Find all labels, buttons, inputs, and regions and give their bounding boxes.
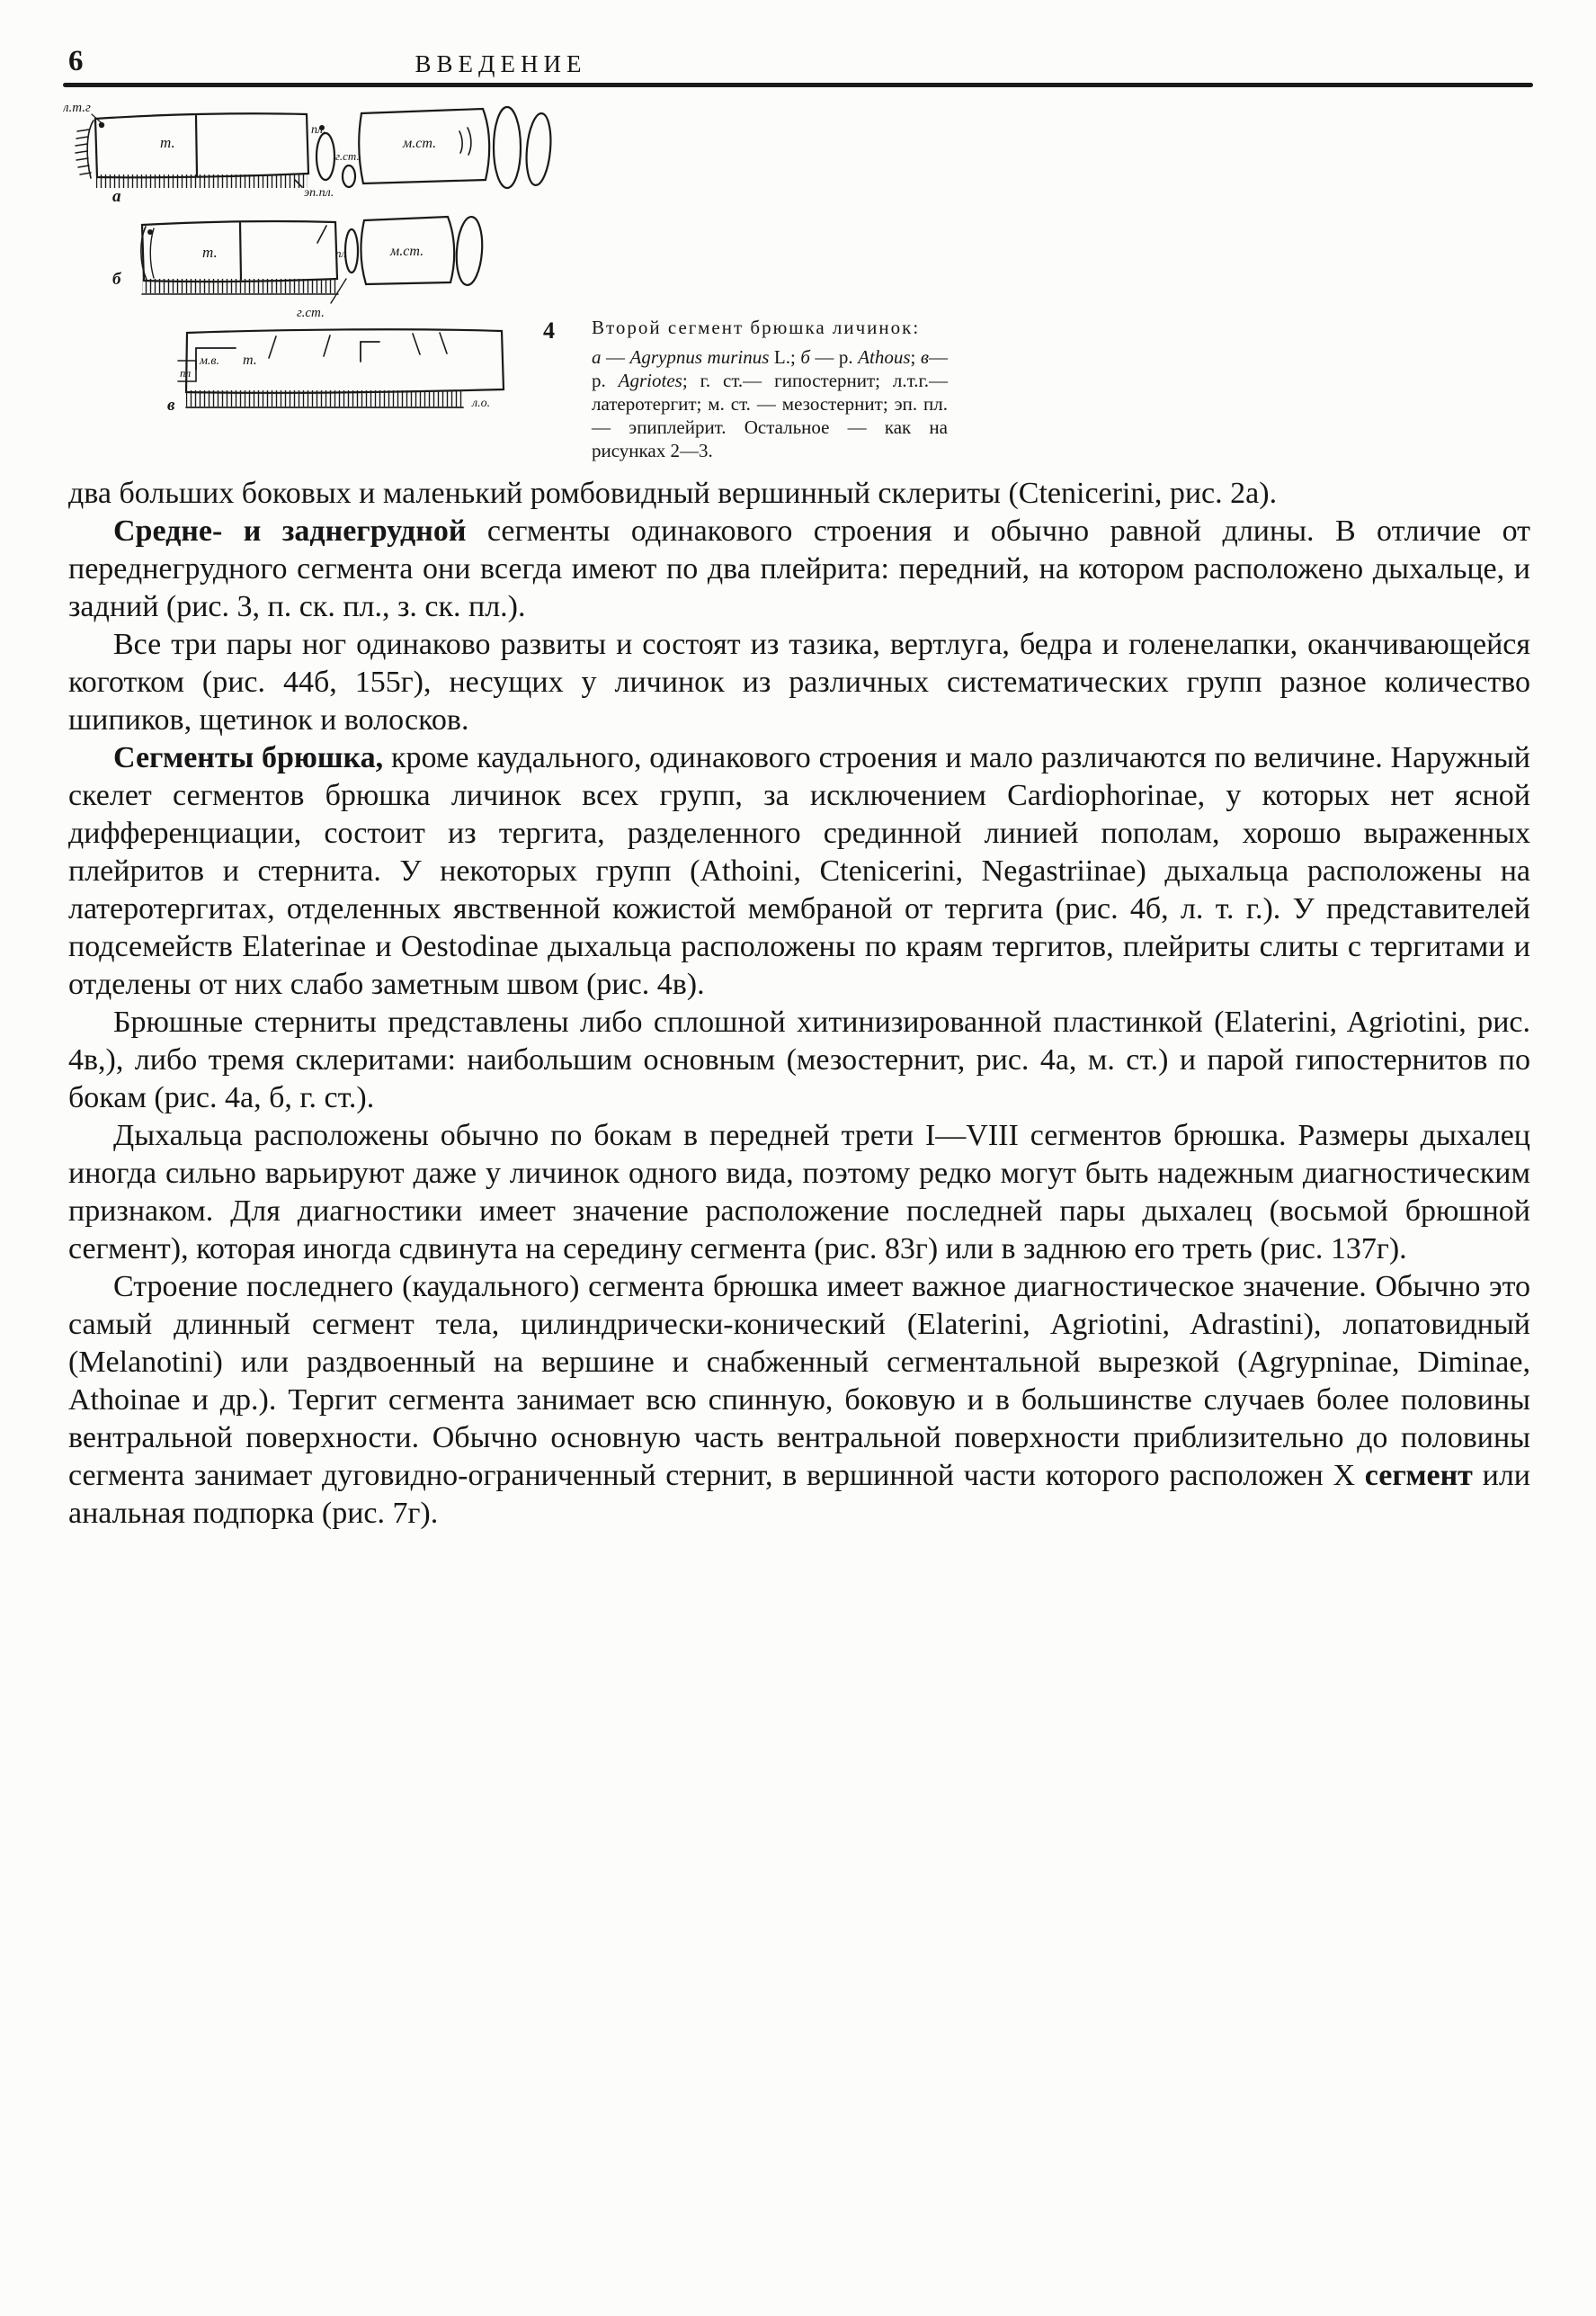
label-tergite-v: т. (243, 353, 257, 368)
drawing-a (76, 107, 553, 188)
label-tergite-b: т. (202, 244, 218, 261)
label-lo-v: л.о. (472, 397, 491, 410)
paragraph (68, 626, 1530, 739)
caption-run: ; г. ст.— гипостернит; л.т.г.— латеротергит; м. ст. — мезостернит; эп. пл. — эпиплейрит. Остальное — как на рисунках 2—3. (592, 370, 948, 461)
caption-species: Agrypnus murinus (629, 346, 770, 368)
label-tergite-a: т. (160, 134, 175, 151)
text-run: два больших боковых и маленький ромбовидный вершинный склериты (Ctenicerini, рис. 2а). (68, 477, 1278, 510)
caption-run: ; (910, 346, 921, 368)
label-drawing-v: в (167, 396, 175, 415)
label-pleurite-a: пл. (311, 123, 326, 137)
running-title: ВВЕДЕНИЕ (415, 50, 587, 77)
caption-letter-b: б (800, 346, 810, 368)
body-text (68, 475, 1530, 1533)
bold-lead: Средне- и заднегрудной (113, 514, 467, 548)
text-run: Строение последнего (каудального) сегмента брюшка имеет важное диагностическое значение. Обычно это самый длинный сегмент тела, цилиндрически-конический (Elaterini, Agriotini, Adrastini), лопатовидный (Melanotini) или раздвоенный на вершине и снабженный сегментальной вырезкой (Agrypninae, Diminae, Athoinae и др.). Тергит сегмента занимает всю спинную, боковую и в большинстве случаев более половины вентральной поверхности. Обычно основную часть вентральной поверхности приблизительно до половины сегмента занимает дуговидно-ограниченный стернит, в вершинной части которого расположен X (68, 1270, 1530, 1492)
label-hyposternite-a: г.ст. (335, 149, 360, 163)
caption-run: — (601, 346, 630, 368)
text-run: сегменты одинакового строения и обычно равной длины. В отличие от переднегрудного сегмента они всегда имеют по два плейрита: передний, на котором расположено дыхальце, и задний (рис. 3, п. ск. пл., з. ск. пл.). (68, 514, 1530, 623)
page-number: 6 (68, 45, 84, 77)
label-mv-v: м.в. (200, 354, 220, 368)
caption-letter-a: а (592, 346, 602, 368)
text-run: или анальная подпорка (рис. 7г). (68, 1459, 1530, 1530)
bold-lead: Сегменты брюшка, (113, 741, 384, 774)
label-mesosternite-b: м.ст. (390, 244, 424, 259)
caption-letter-v: в (920, 346, 930, 368)
figure-caption-title: Второй сегмент брюшка личинок: (592, 317, 921, 338)
drawing-b (141, 216, 485, 303)
label-pleurite-b: пл (335, 246, 347, 260)
figure-caption (543, 317, 948, 462)
paragraph (68, 475, 1530, 513)
text-run: Все три пары ног одинаково развиты и состоят из тазика, вертлуга, бедра и голенелапки, оканчивающейся коготком (рис. 44б, 155г), несущих у личинок из различных систематических групп разное количество шипиков, щетинок и волосков. (68, 628, 1530, 737)
caption-species: Athous (858, 346, 911, 368)
paragraph (68, 739, 1530, 1004)
label-hyposternite-b: г.ст. (297, 306, 325, 320)
label-mesosternite-a: м.ст. (403, 136, 437, 151)
caption-run: — р. (592, 346, 949, 391)
label-pleurite-v: пл (180, 366, 192, 380)
text-run: Дыхальца расположены обычно по бокам в передней трети I—VIII сегментов брюшка. Размеры дыхалец иногда сильно варьируют даже у личинок одного вида, поэтому редко могут быть надежным диагностическим признаком. Для диагностики имеет значение расположение последней пары дыхалец (восьмой брюшной сегмент), которая иногда сдвинута на середину сегмента (рис. 83г) или в заднюю его треть (рис. 137г). (68, 1119, 1530, 1265)
paragraph (68, 1004, 1530, 1117)
figure-4-drawings (63, 101, 566, 425)
caption-species: Agriotes (618, 370, 682, 391)
text-run: кроме каудального, одинакового строения и мало различаются по величине. Наружный скелет сегментов брюшка личинок всех групп, за исключением Cardiophorinae, у которых нет ясной дифференциации, состоит из тергита, разделенного срединной линией пополам, хорошо выраженных плейритов и стернита. У некоторых групп (Athoini, Ctenicerini, Negastriinae) дыхальца расположены на латеротергитах, отделенных явственной кожистой мембраной от тергита (рис. 4б, л. т. г.). У представителей подсемейств Elaterinae и Oestodinae дыхальца расположены по краям тергитов, плейриты слиты с тергитами и отделены от них слабо заметным швом (рис. 4в). (68, 741, 1531, 1001)
caption-run: — р. (809, 346, 859, 368)
figure-caption-text (592, 345, 948, 462)
paragraph (68, 1268, 1530, 1533)
label-laterotergite-icon: л.т.г (63, 101, 91, 115)
header-rule (63, 83, 1533, 87)
drawing-v (178, 329, 504, 407)
paragraph (68, 1117, 1530, 1268)
label-drawing-a: а (112, 187, 121, 206)
bold-word: сегмент (1364, 1459, 1473, 1492)
label-drawing-b: б (112, 270, 121, 289)
label-epipleurite-a: эп.пл. (304, 186, 334, 200)
figure-number: 4 (543, 317, 555, 344)
paragraph (68, 513, 1530, 626)
text-run: Брюшные стерниты представлены либо сплошной хитинизированной пластинкой (Elaterini, Agriotini, рис. 4в,), либо тремя склеритами: наибольшим основным (мезостернит, рис. 4а, м. ст.) и парой гипостернитов по бокам (рис. 4а, б, г. ст.). (68, 1006, 1530, 1114)
caption-run: L.; (769, 346, 801, 368)
